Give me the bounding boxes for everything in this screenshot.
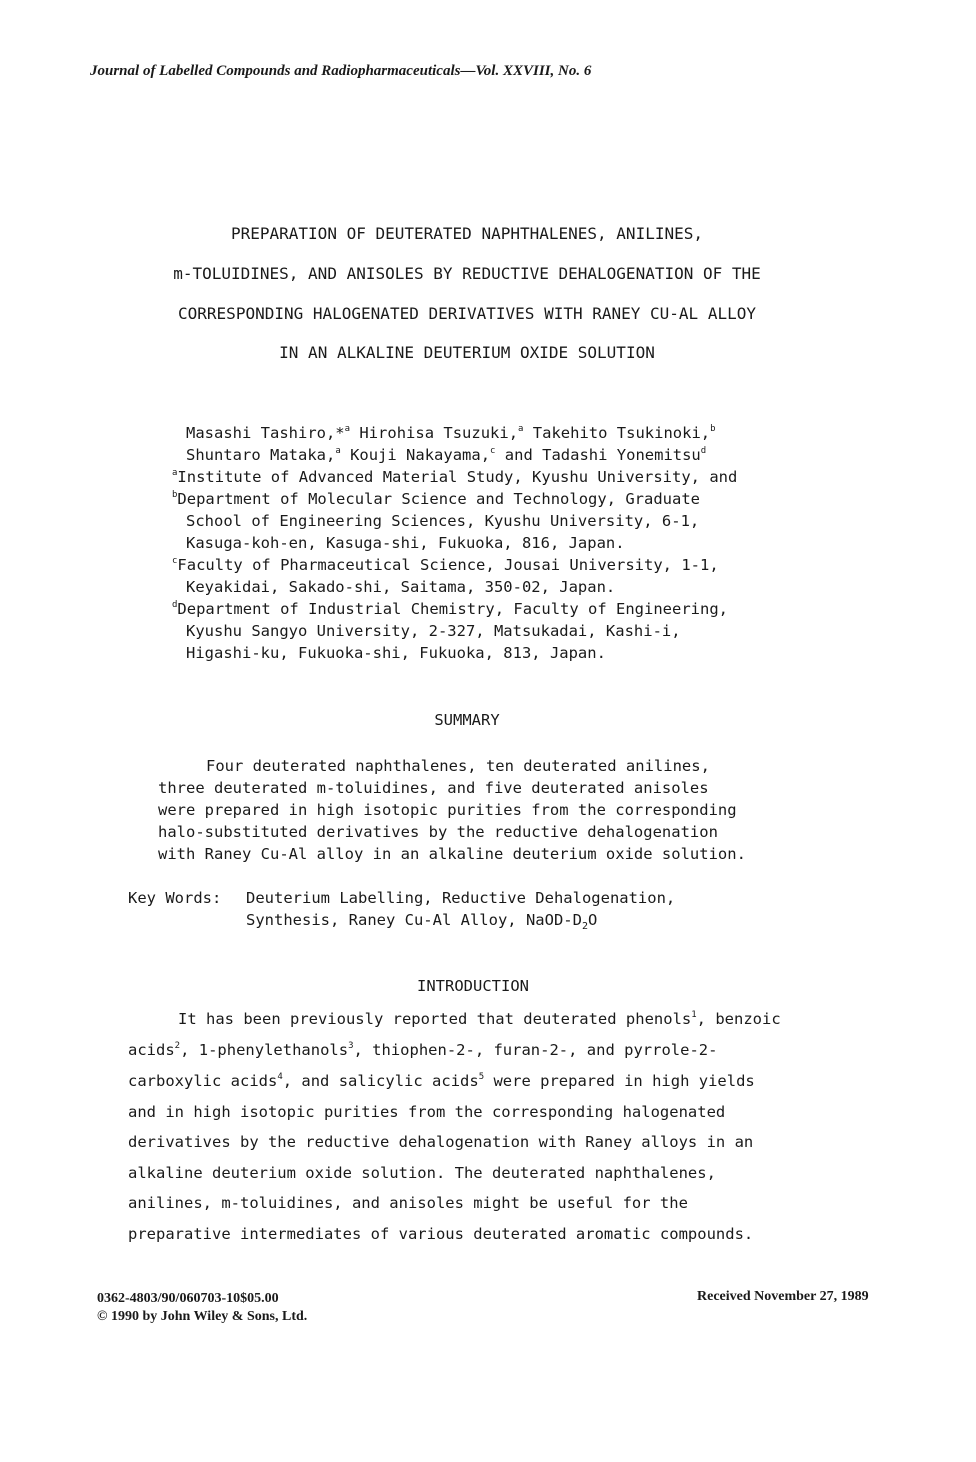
title-line-1: PREPARATION OF DEUTERATED NAPHTHALENES, ANILINES, [230, 224, 703, 243]
summary-line-5: with Raney Cu-Al alloy in an alkaline deuterium oxide solution. [158, 845, 746, 863]
keywords-label: Key Words: [128, 889, 222, 907]
affiliation-mark: a [335, 445, 341, 456]
introduction-line-2 [128, 1041, 717, 1059]
intro-text: , thiophen-2-, furan-2-, and pyrrole-2- [353, 1041, 718, 1059]
footer-left [97, 1290, 307, 1326]
affiliation-d [172, 600, 728, 618]
keywords-text: O [587, 911, 598, 929]
introduction-line-3 [128, 1072, 755, 1090]
subscript: 2 [581, 921, 588, 933]
introduction-line-4: and in high isotopic purities from the corresponding halogenated [128, 1103, 726, 1121]
author-tsuzuki: Hirohisa Tsuzuki, [350, 424, 519, 442]
introduction-heading: INTRODUCTION [417, 977, 529, 995]
affiliation-text: Institute of Advanced Material Study, Kyushu University, and [177, 468, 738, 486]
reference-mark: 3 [348, 1040, 354, 1051]
price-code: 0362-4803/90/060703-10$05.00 [97, 1291, 279, 1306]
copyright: © 1990 by John Wiley & Sons, Ltd. [97, 1309, 308, 1324]
affiliation-d-line-2: Kyushu Sangyo University, 2-327, Matsukadai, Kashi-i, [186, 622, 681, 640]
affiliation-mark: a [518, 423, 524, 434]
affiliation-mark: d [172, 599, 178, 610]
affiliation-text: Department of Industrial Chemistry, Faculty of Engineering, [177, 600, 728, 618]
affiliation-b [172, 490, 700, 508]
affiliation-b-line-2: School of Engineering Sciences, Kyushu University, 6-1, [186, 512, 700, 530]
author-yonemitsu: and Tadashi Yonemitsu [495, 446, 701, 464]
reference-mark: 1 [691, 1009, 697, 1020]
affiliation-text: Faculty of Pharmaceutical Science, Jousai University, 1-1, [177, 556, 719, 574]
affiliation-mark: c [490, 445, 496, 456]
keywords-line-1: Deuterium Labelling, Reductive Dehalogenation, [246, 889, 676, 907]
introduction-line-7: anilines, m-toluidines, and anisoles might be useful for the [128, 1194, 688, 1212]
intro-text: were prepared in high yields [484, 1072, 755, 1090]
received-date: Received November 27, 1989 [697, 1289, 869, 1304]
intro-text: acids [128, 1041, 175, 1059]
summary-line-1: Four deuterated naphthalenes, ten deuterated anilines, [206, 757, 710, 775]
title-line-4: IN AN ALKALINE DEUTERIUM OXIDE SOLUTION [279, 343, 655, 362]
author-line-2 [186, 446, 706, 464]
affiliation-mark: b [710, 423, 716, 434]
author-tashiro: Masashi Tashiro,* [186, 424, 345, 442]
affiliation-mark: a [344, 423, 351, 434]
affiliation-mark: a [172, 467, 178, 478]
summary-line-3: were prepared in high isotopic purities from the corresponding [158, 801, 737, 819]
reference-mark: 5 [478, 1071, 485, 1082]
summary-line-2: three deuterated m-toluidines, and five deuterated anisoles [158, 779, 709, 797]
affiliation-b-line-3: Kasuga-koh-en, Kasuga-shi, Fukuoka, 816, Japan. [186, 534, 625, 552]
introduction-line-8: preparative intermediates of various deuterated aromatic compounds. [128, 1225, 754, 1243]
intro-text: It has been previously reported that deuterated phenols [178, 1010, 692, 1028]
affiliation-mark: b [172, 489, 178, 500]
author-mataka: Shuntaro Mataka, [186, 446, 336, 464]
affiliation-mark: d [700, 445, 707, 456]
summary-line-4: halo-substituted derivatives by the reductive dehalogenation [158, 823, 718, 841]
reference-mark: 2 [174, 1040, 181, 1051]
title-line-2: m-TOLUIDINES, AND ANISOLES BY REDUCTIVE DEHALOGENATION OF THE [173, 264, 761, 283]
introduction-line-6: alkaline deuterium oxide solution. The deuterated naphthalenes, [128, 1164, 716, 1182]
author-line-1 [186, 424, 716, 442]
intro-text: , and salicylic acids [282, 1072, 479, 1090]
intro-text: , benzoic [696, 1010, 781, 1028]
affiliation-d-line-3: Higashi-ku, Fukuoka-shi, Fukuoka, 813, Japan. [186, 644, 606, 662]
intro-text: , 1-phenylethanols [180, 1041, 349, 1059]
keywords-line-2 [246, 911, 598, 933]
reference-mark: 4 [277, 1071, 283, 1082]
keywords-text: Synthesis, Raney Cu-Al Alloy, NaOD-D [246, 911, 582, 929]
journal-header: Journal of Labelled Compounds and Radiopharmaceuticals—Vol. XXVIII, No. 6 [90, 63, 592, 79]
affiliation-c [172, 556, 719, 574]
introduction-line-1 [178, 1010, 781, 1028]
affiliation-text: Department of Molecular Science and Technology, Graduate [177, 490, 701, 508]
author-tsukinoki: Takehito Tsukinoki, [523, 424, 711, 442]
summary-heading: SUMMARY [434, 711, 500, 729]
affiliation-a [172, 468, 737, 486]
affiliation-mark: c [172, 555, 178, 566]
affiliation-c-line-2: Keyakidai, Sakado-shi, Saitama, 350-02, Japan. [186, 578, 616, 596]
author-nakayama: Kouji Nakayama, [340, 446, 491, 464]
introduction-line-5: derivatives by the reductive dehalogenation with Raney alloys in an [128, 1133, 754, 1151]
title-line-3: CORRESPONDING HALOGENATED DERIVATIVES WITH RANEY CU-AL ALLOY [178, 304, 756, 323]
intro-text: carboxylic acids [128, 1072, 278, 1090]
